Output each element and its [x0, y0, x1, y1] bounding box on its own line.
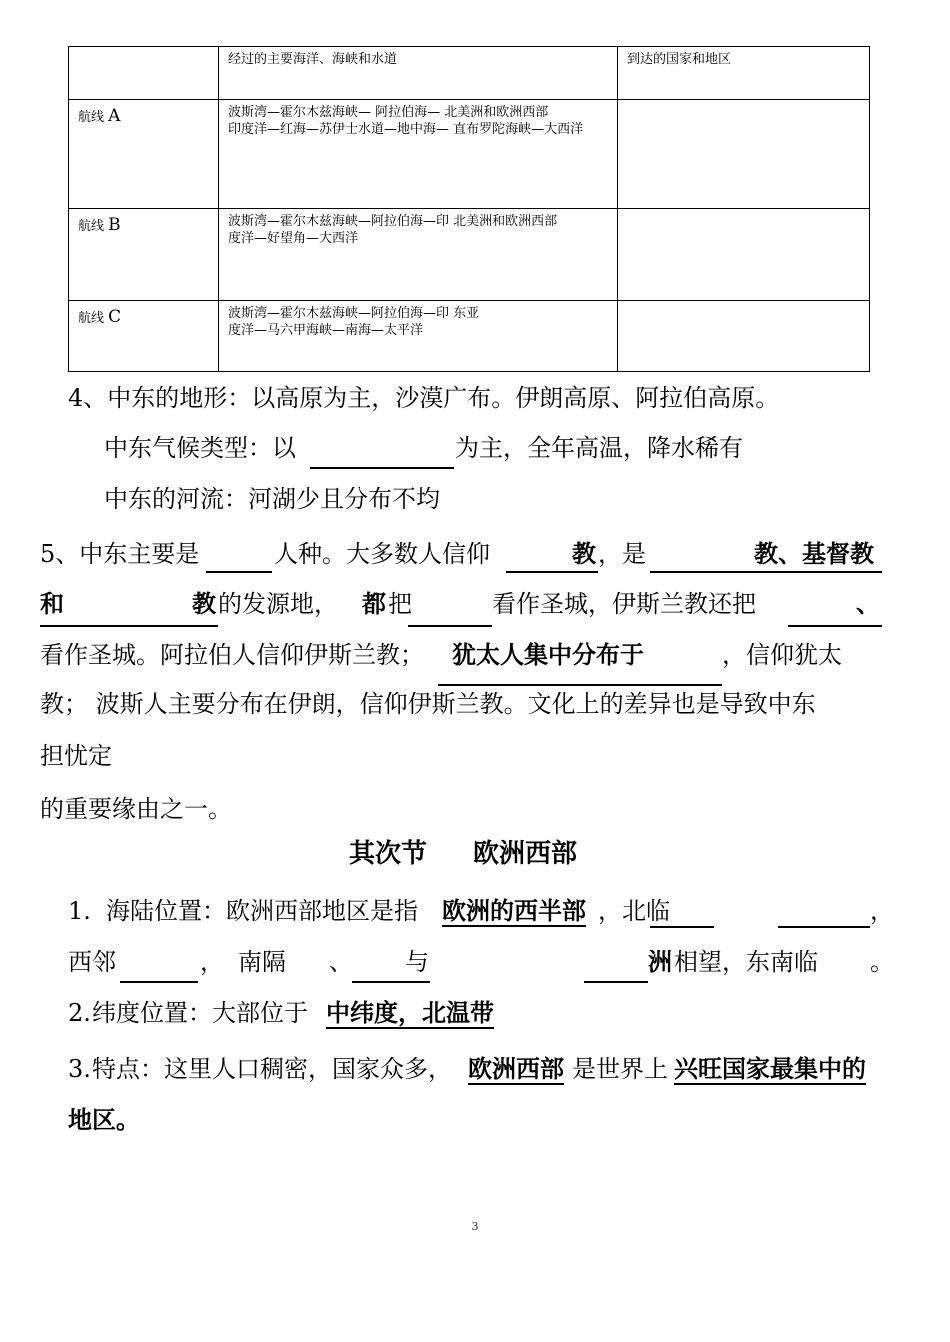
s2-item3-bold: 兴旺国家最集中的 — [674, 1054, 866, 1083]
q5-text: 担忧定 — [40, 742, 112, 770]
q4-climate-suffix: 为主，全年高温，降水稀有 — [455, 434, 743, 462]
s2-item3-bold: 欧洲西部 — [468, 1054, 564, 1083]
page-number: 3 — [471, 1220, 479, 1233]
s2-item1-text: ， — [870, 897, 894, 925]
header-passages: 经过的主要海洋、海峡和水道 — [219, 47, 618, 100]
q5-text: 教 — [192, 589, 216, 618]
q5-text: 、 — [856, 589, 880, 618]
table-row — [69, 301, 870, 372]
routes-table — [68, 46, 870, 372]
route-destination — [618, 209, 870, 301]
route-passages: 波斯湾—霍尔木兹海峡—阿拉伯海—印 北美洲和欧洲西部 度洋—好望角—大西洋 — [219, 209, 618, 301]
q4-terrain: 4、中东的地形：以高原为主，沙漠广布。伊朗高原、阿拉伯高原。 — [68, 384, 780, 412]
q5-text: 犹太人集中分布于 — [452, 640, 644, 669]
s2-item2-num: 2. — [68, 999, 91, 1027]
religions-blank — [650, 571, 882, 573]
q5-text: 和 — [40, 589, 64, 618]
north-sea-blank — [650, 926, 714, 928]
s2-item3-text: 特点：这里人口稠密，国家众多， — [92, 1055, 452, 1083]
route-label: 航线 B — [69, 209, 219, 301]
q5-text: 教； 波斯人主要分布在伊朗，信仰伊斯兰教。文化上的差异也是导致中东 — [40, 690, 816, 718]
s2-item3-text: 是世界上 — [572, 1055, 668, 1083]
q5-text: 把 — [388, 590, 412, 618]
q5-intro: 5、中东主要是 — [40, 540, 200, 568]
jews-region-blank — [438, 684, 722, 686]
q5-text: 的发源地， — [218, 590, 338, 618]
s2-item2-text: 纬度位置：大部位于 — [92, 999, 308, 1027]
north-sea-blank-2 — [778, 926, 870, 928]
route-passages: 波斯湾—霍尔木兹海峡— 阿拉伯海— 北美洲和欧洲西部 印度洋—红海—苏伊士水道—地中海— 直布罗陀海峡—大西洋 — [219, 100, 618, 209]
q4-climate-prefix: 中东气候类型：以 — [104, 434, 296, 462]
s2-item1-text: 、 — [329, 948, 353, 976]
s2-item1-text: 南隔 — [238, 948, 286, 976]
q5-text: 都 — [362, 589, 386, 618]
continent-blank — [584, 981, 648, 983]
s2-item1-num: 1. — [68, 897, 91, 925]
header-blank-cell — [69, 47, 219, 100]
q5-text: 人种。大多数人信仰 — [274, 540, 490, 568]
s2-item2-bold: 中纬度，北温带 — [326, 998, 494, 1027]
s2-item3-num: 3. — [68, 1055, 91, 1083]
s2-item1-text: 相望，东南临 — [674, 948, 818, 976]
route-label: 航线 C — [69, 301, 219, 372]
route-destination — [618, 301, 870, 372]
s2-item1-text: 。 — [870, 948, 894, 976]
q5-text: 教、基督教 — [754, 539, 874, 568]
s2-item1-text: ， — [200, 948, 224, 976]
q5-text: 教 — [572, 539, 596, 568]
s2-item1-text: 西邻 — [68, 948, 116, 976]
s2-item1-text: 海陆位置：欧洲西部地区是指 — [106, 897, 418, 925]
route-label: 航线 A — [69, 100, 219, 209]
climate-blank — [310, 467, 454, 469]
q5-text: 的重要缘由之一。 — [40, 795, 232, 823]
holy-cities-blank — [788, 625, 882, 627]
q4-rivers: 中东的河流：河湖少且分布不均 — [104, 485, 440, 513]
table-row — [69, 209, 870, 301]
holy-city-blank — [408, 625, 492, 627]
table-row — [69, 100, 870, 209]
s2-item3-bold: 地区。 — [68, 1105, 140, 1134]
s2-item1-text: 与 — [405, 948, 429, 976]
race-blank — [206, 571, 272, 573]
q5-text: ，是 — [598, 540, 646, 568]
sea-blank — [352, 981, 430, 983]
s2-item1-text: ，北临 — [598, 897, 670, 925]
s2-item1-bold: 洲 — [648, 947, 672, 976]
table-header-row — [69, 47, 870, 100]
section-title: 其次节 欧洲西部 — [349, 839, 578, 869]
route-passages: 波斯湾—霍尔木兹海峡—阿拉伯海—印 东亚 度洋—马六甲海峡—南海—太平洋 — [219, 301, 618, 372]
q5-text: 看作圣城，伊斯兰教还把 — [492, 590, 756, 618]
religion3-blank — [40, 625, 218, 627]
header-destinations: 到达的国家和地区 — [618, 47, 870, 100]
religion-blank — [506, 571, 598, 573]
west-blank — [120, 981, 198, 983]
q5-text: ，信仰犹太 — [722, 641, 842, 669]
s2-item1-bold: 欧洲的西半部 — [442, 896, 586, 925]
q5-text: 看作圣城。阿拉伯人信仰伊斯兰教； — [40, 641, 424, 669]
route-destination — [618, 100, 870, 209]
